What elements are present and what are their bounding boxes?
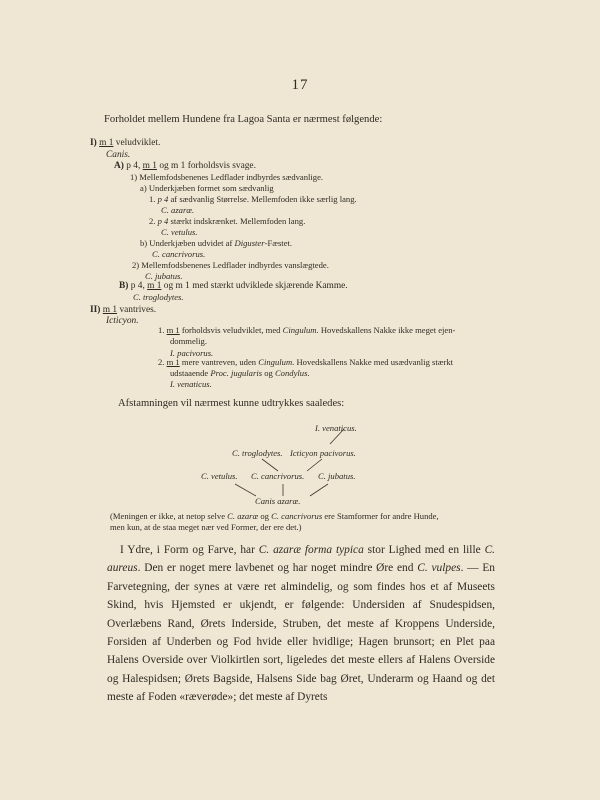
item-2: 2) Mellemfodsbenenes Ledflader indbyrdes vanslægtede. xyxy=(132,260,329,270)
text-part: -Fæstet. xyxy=(264,238,293,248)
text-part: 2. xyxy=(158,357,167,367)
text-part: forholdsvis svage. xyxy=(185,161,256,171)
descent-heading: Afstamningen vil nærmest kunne udtrykkes saaledes: xyxy=(118,398,345,409)
group1-desc: veludviklet. xyxy=(113,138,161,148)
group2-item1-cont: dommelig. xyxy=(170,336,207,346)
subgroup-a-mark: A) xyxy=(114,161,124,171)
text-part: forholdsvis veludviklet, med xyxy=(179,325,283,335)
group1-mark: I) xyxy=(90,138,97,148)
text-part: . xyxy=(307,368,310,378)
tree-line xyxy=(235,484,256,496)
item-1a: a) Underkjæben formet som sædvanlig xyxy=(140,183,274,193)
species-name: I. venaticus. xyxy=(315,423,357,433)
species-name: I. pacivorus. xyxy=(170,348,214,358)
tree-venaticus xyxy=(315,424,357,433)
text-part: . Hovedskallens Nakke med usædvanlig stærkt xyxy=(292,357,454,367)
tooth-label: m 1 xyxy=(166,357,180,367)
text-part: 1. xyxy=(158,325,167,335)
text-part: p 4, xyxy=(123,161,143,171)
tree-vetulus xyxy=(201,472,238,481)
text-part: og xyxy=(262,368,275,378)
section-heading: Forholdet mellem Hundene fra Lagoa Santa er nærmest følgende: xyxy=(104,114,383,125)
text-part: . — En Farvetegning, der synes at være ret almindelig, og som findes hos et af Museets Skind, hvis Hjemsted er ukjendt, er følgende: Undersiden af Snudespidsen, Overlæbens Rand, Ørets Inderside, Struben, det meste af Kroppens Underside, Forsiden af Underben og Fod hvide eller hvidlige; Hagen brunsort; en Plet paa Halens Overside over Violkirtlen sort, ligeledes det meste ellers af Halens Overside og Halespidsen; Ørets Bagside, Halsens Side bag Øret, Underarm og Haand og det meste af Foden «ræverøde»; det meste af Dyrets xyxy=(107,562,495,704)
species-name: C. troglodytes. xyxy=(133,292,184,302)
group2-desc: vantrives. xyxy=(117,305,157,315)
species-name: I. venaticus. xyxy=(170,379,212,389)
term: Cingulum xyxy=(282,325,317,335)
text-part: og xyxy=(161,281,176,291)
tree-line xyxy=(307,459,322,471)
page-number: 17 xyxy=(291,77,309,93)
text-part: ere Stamformer for andre Hunde, xyxy=(322,511,439,521)
item-1: 1) Mellemfodsbenenes Ledflader indbyrdes sædvanlige. xyxy=(130,172,324,182)
tooth-label: p 4 xyxy=(157,216,169,226)
tree-troglodytes xyxy=(232,449,283,458)
term: Cingulum xyxy=(258,357,293,367)
tree-azarae xyxy=(255,497,300,506)
text-part: 2. xyxy=(149,216,158,226)
species-name: C. azaræ forma typica xyxy=(258,544,364,556)
species-name: C. vetulus. xyxy=(161,227,198,237)
tooth-label: m 1 xyxy=(142,161,157,171)
text-part: udstaaende xyxy=(170,368,211,378)
species-name: Canis azaræ. xyxy=(255,496,301,506)
text-part: I Ydre, i Form og Farve, har xyxy=(120,544,259,556)
genus-icticyon: Icticyon. xyxy=(106,316,139,326)
species-name: C. jubatus. xyxy=(318,471,356,481)
species-name: C. aureus xyxy=(107,544,496,575)
tree-pacivorus xyxy=(290,449,356,458)
tree-cancrivorus xyxy=(251,472,304,481)
text-part: mere vantreven, uden xyxy=(179,357,259,367)
subgroup-b-mark: B) xyxy=(119,281,129,291)
group2-tooth: m 1 xyxy=(102,305,118,315)
text-part: og xyxy=(258,511,272,521)
tree-line xyxy=(310,484,328,496)
text-part: . Den er noget mere lavbenet og har noget mindre Øre end xyxy=(137,562,418,575)
species-name: C. cancrivorus. xyxy=(251,471,305,481)
text-part: med stærkt udviklede skjærende Kamme. xyxy=(189,281,348,291)
tooth-label: m 1 xyxy=(171,161,186,171)
term: Proc. jugularis xyxy=(210,368,263,378)
text-part: (Meningen er ikke, at netop selve xyxy=(110,511,228,521)
species-name: C. jubatus. xyxy=(145,271,183,281)
term: Condylus xyxy=(274,368,308,378)
text-part: af sædvanlig Størrelse. Mellemfoden ikke særlig lang. xyxy=(168,194,357,204)
text-part: 1. xyxy=(149,194,158,204)
species-name: C. vulpes xyxy=(417,562,461,575)
text-part: stor Lighed med en lille xyxy=(363,544,485,556)
tree-jubatus xyxy=(318,472,355,481)
species-name: C. azaræ. xyxy=(161,205,195,215)
note-line1 xyxy=(110,512,439,521)
group1-tooth: m 1 xyxy=(99,138,114,148)
text-part: p 4, xyxy=(128,281,148,291)
note-line2: men kun, at de staa meget nær ved Former, der ere det.) xyxy=(110,522,302,532)
tooth-label: m 1 xyxy=(166,325,180,335)
tooth-label: m 1 xyxy=(147,281,162,291)
tooth-label: m 1 xyxy=(175,281,190,291)
text-part: stærkt indskrænket. Mellemfoden lang. xyxy=(168,216,306,226)
text-part: . Hovedskallens Nakke ikke meget ejen- xyxy=(316,325,456,335)
text-part: b) Underkjæben udvidet af xyxy=(140,238,235,248)
species-name: C. vetulus. xyxy=(201,471,238,481)
species-name: C. cancrivorus. xyxy=(152,249,206,259)
species-name: C. troglodytes. xyxy=(232,448,283,458)
species-name: C. azaræ xyxy=(227,511,259,521)
species-name: Icticyon pacivorus. xyxy=(290,448,356,458)
text-part: og xyxy=(156,161,172,171)
species-name: C. cancrivorus xyxy=(271,511,323,521)
genus-canis: Canis. xyxy=(106,150,131,160)
genus-name: Diguster xyxy=(234,238,265,248)
tooth-label: p 4 xyxy=(157,194,169,204)
tree-line xyxy=(262,459,278,471)
body-paragraph xyxy=(107,541,495,707)
group2-mark: II) xyxy=(90,305,101,315)
